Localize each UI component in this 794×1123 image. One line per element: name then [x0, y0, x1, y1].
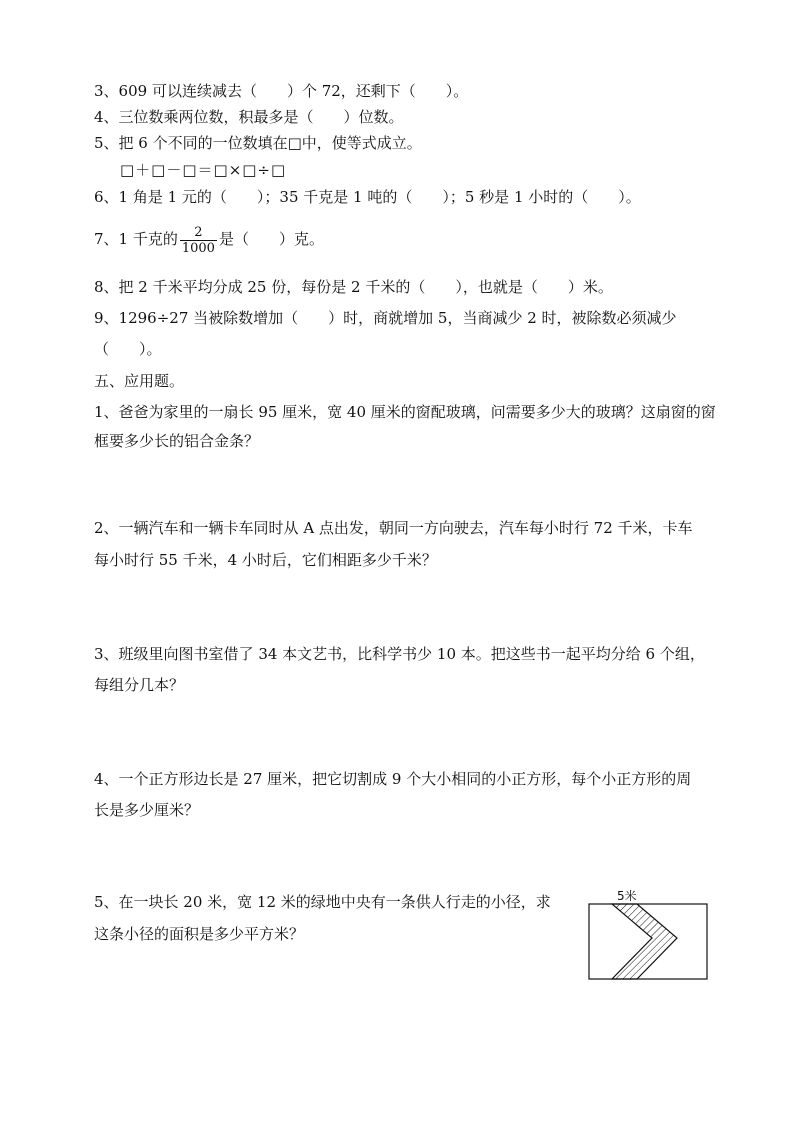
question-4: 4、三位数乘两位数，积最多是（ ）位数。 — [94, 108, 404, 126]
problem-2-line-2: 每小时行 55 千米，4 小时后，它们相距多少千米？ — [94, 551, 437, 569]
question-9-line-1: 9、1296÷27 当被除数增加（ ）时，商就增加 5，当商减少 2 时，被除数必须减少 — [94, 309, 677, 327]
question-5: 5、把 6 个不同的一位数填在□中，使等式成立。 — [94, 134, 422, 152]
problem-2-line-1: 2、一辆汽车和一辆卡车同时从 A 点出发，朝同一方向驶去，汽车每小时行 72 千米，卡车 — [94, 519, 693, 537]
question-5-equation: □＋□－□＝□×□÷□ — [120, 161, 287, 179]
problem-4-line-1: 4、一个正方形边长是 27 厘米，把它切割成 9 个大小相同的小正方形，每个小正方形的周 — [94, 770, 692, 788]
question-8: 8、把 2 千米平均分成 25 份，每份是 2 千米的（ ），也就是（ ）米。 — [94, 278, 613, 296]
section-heading: 五、应用题。 — [94, 372, 185, 390]
problem-4-line-2: 长是多少厘米？ — [94, 801, 200, 819]
problem-3-line-2: 每组分几本？ — [94, 676, 185, 694]
problem-5-line-2: 这条小径的面积是多少平方米？ — [94, 925, 305, 943]
fraction-denominator: 1000 — [181, 240, 215, 256]
question-3: 3、609 可以连续减去（ ）个 72，还剩下（ ）。 — [94, 82, 469, 100]
problem-3-line-1: 3、班级里向图书室借了 34 本文艺书，比科学书少 10 本。把这些书一起平均分给 6 个组， — [94, 645, 705, 663]
path-diagram — [583, 884, 713, 982]
problem-1-line-2: 框要多少长的铝合金条？ — [94, 432, 260, 450]
fraction-numerator: 2 — [180, 225, 217, 241]
question-9-line-2: （ ）。 — [94, 340, 162, 358]
hatched-path — [612, 904, 677, 979]
question-7-suffix: 是（ ）克。 — [218, 230, 324, 248]
fraction — [180, 225, 217, 256]
problem-5-line-1: 5、在一块长 20 米，宽 12 米的绿地中央有一条供人行走的小径，求 — [94, 893, 551, 911]
question-7-prefix: 7、1 千克的 — [94, 230, 178, 248]
question-7 — [94, 222, 324, 256]
width-label: 5米 — [617, 889, 637, 903]
problem-1-line-1: 1、爸爸为家里的一扇长 95 厘米，宽 40 厘米的窗配玻璃，问需要多少大的玻璃？这扇窗的窗 — [94, 403, 716, 421]
question-6: 6、1 角是 1 元的（ ）；35 千克是 1 吨的（ ）；5 秒是 1 小时的（ ）。 — [94, 188, 641, 206]
